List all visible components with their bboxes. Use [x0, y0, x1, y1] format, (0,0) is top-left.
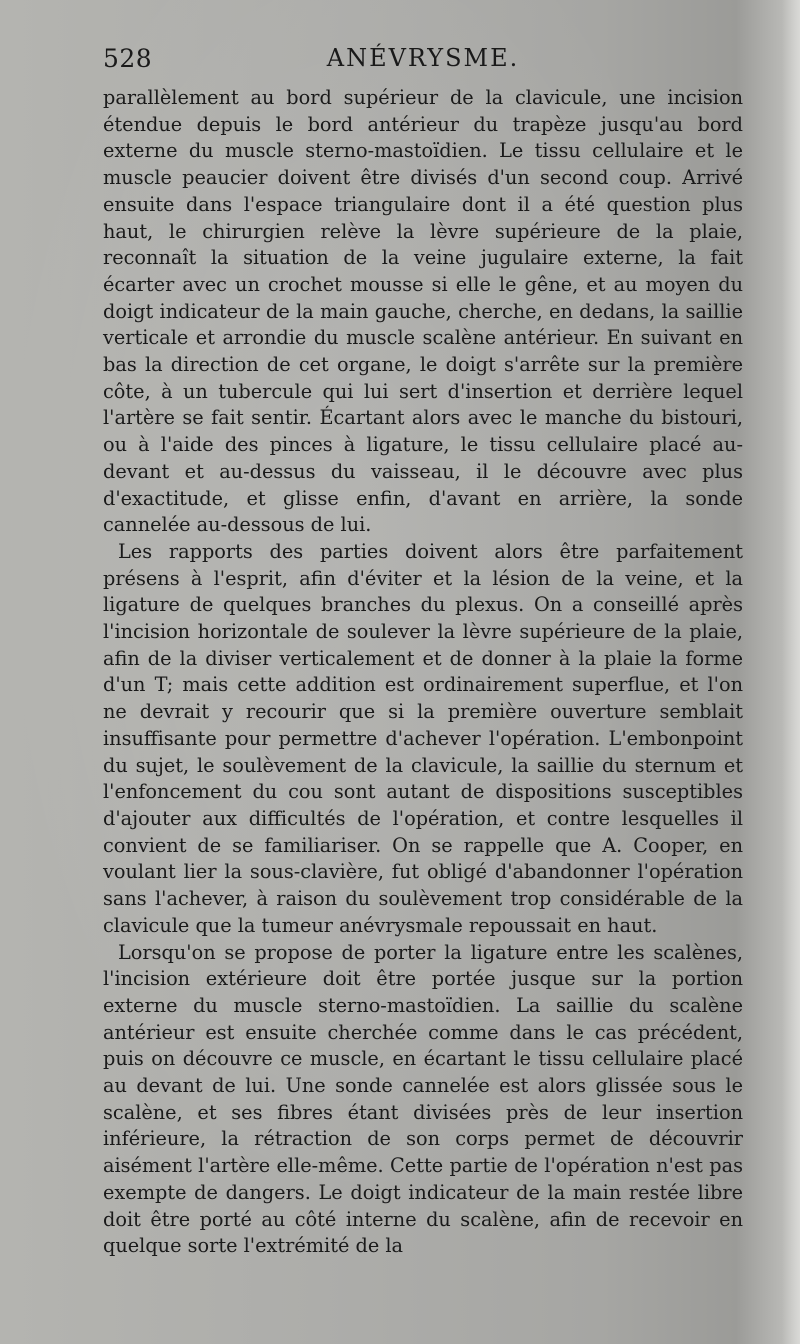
running-title: ANÉVRYSME.: [326, 44, 520, 72]
page-edge: [782, 0, 800, 1344]
page-header: [103, 44, 743, 80]
body-text: [103, 85, 743, 1260]
paragraph: Les rapports des parties doivent alors être parfaitement présens à l'esprit, afin d'éviter et la lésion de la veine, et la ligature de quelques branches du plexus. On a conseillé après l'incision horizontale de soulever la lèvre supérieure de la plaie, afin de la diviser verticalement et de donner à la plaie la forme d'un T; mais cette addition est ordinairement superflue, et l'on ne devrait y recourir que si la première ouverture semblait insuffisante pour permettre d'achever l'opération. L'embonpoint du sujet, le soulèvement de la clavicule, la saillie du sternum et l'enfoncement du cou sont autant de dispositions susceptibles d'ajouter aux difficultés de l'opération, et contre lesquelles il convient de se familiariser. On se rappelle que A. Cooper, en voulant lier la sous-clavière, fut obligé d'abandonner l'opération sans l'achever, à raison du soulèvement trop considérable de la clavicule que la tumeur anévrysmale repoussait en haut.: [103, 539, 743, 937]
paragraph: Lorsqu'on se propose de porter la ligature entre les scalènes, l'incision extérieure doit être portée jusque sur la portion externe du muscle sterno-mastoïdien. La saillie du scalène antérieur est ensuite cherchée comme dans le cas précédent, puis on découvre ce muscle, en écartant le tissu cellulaire placé au devant de lui. Une sonde cannelée est alors glissée sous le scalène, et ses fibres étant divisées près de leur insertion inférieure, la rétraction de son corps permet de découvrir aisément l'artère elle-même. Cette partie de l'opération n'est pas exempte de dangers. Le doigt indicateur de la main restée libre doit être porté au côté interne du scalène, afin de recevoir en quelque sorte l'extrémité de la: [103, 940, 743, 1258]
paragraph-continued: parallèlement au bord supérieur de la clavicule, une incision étendue depuis le bord antérieur du trapèze jusqu'au bord externe du muscle sterno-mastoïdien. Le tissu cellulaire et le muscle peaucier doivent être divisés d'un second coup. Arrivé ensuite dans l'espace triangulaire dont il a été question plus haut, le chirurgien relève la lèvre supérieure de la plaie, reconnaît la situation de la veine jugulaire externe, la fait écarter avec un crochet mousse si elle le gêne, et au moyen du doigt indicateur de la main gauche, cherche, en dedans, la saillie verticale et arrondie du muscle scalène antérieur. En suivant en bas la direction de cet organe, le doigt s'arrête sur la première côte, à un tubercule qui lui sert d'insertion et derrière lequel l'artère se fait sentir. Écartant alors avec le manche du bistouri, ou à l'aide des pinces à ligature, le tissu cellulaire placé au-devant et au-dessus du vaisseau, il le découvre avec plus d'exactitude, et glisse enfin, d'avant en arrière, la sonde cannelée au-dessous de lui.: [103, 86, 743, 537]
page-number: 528: [103, 44, 153, 73]
